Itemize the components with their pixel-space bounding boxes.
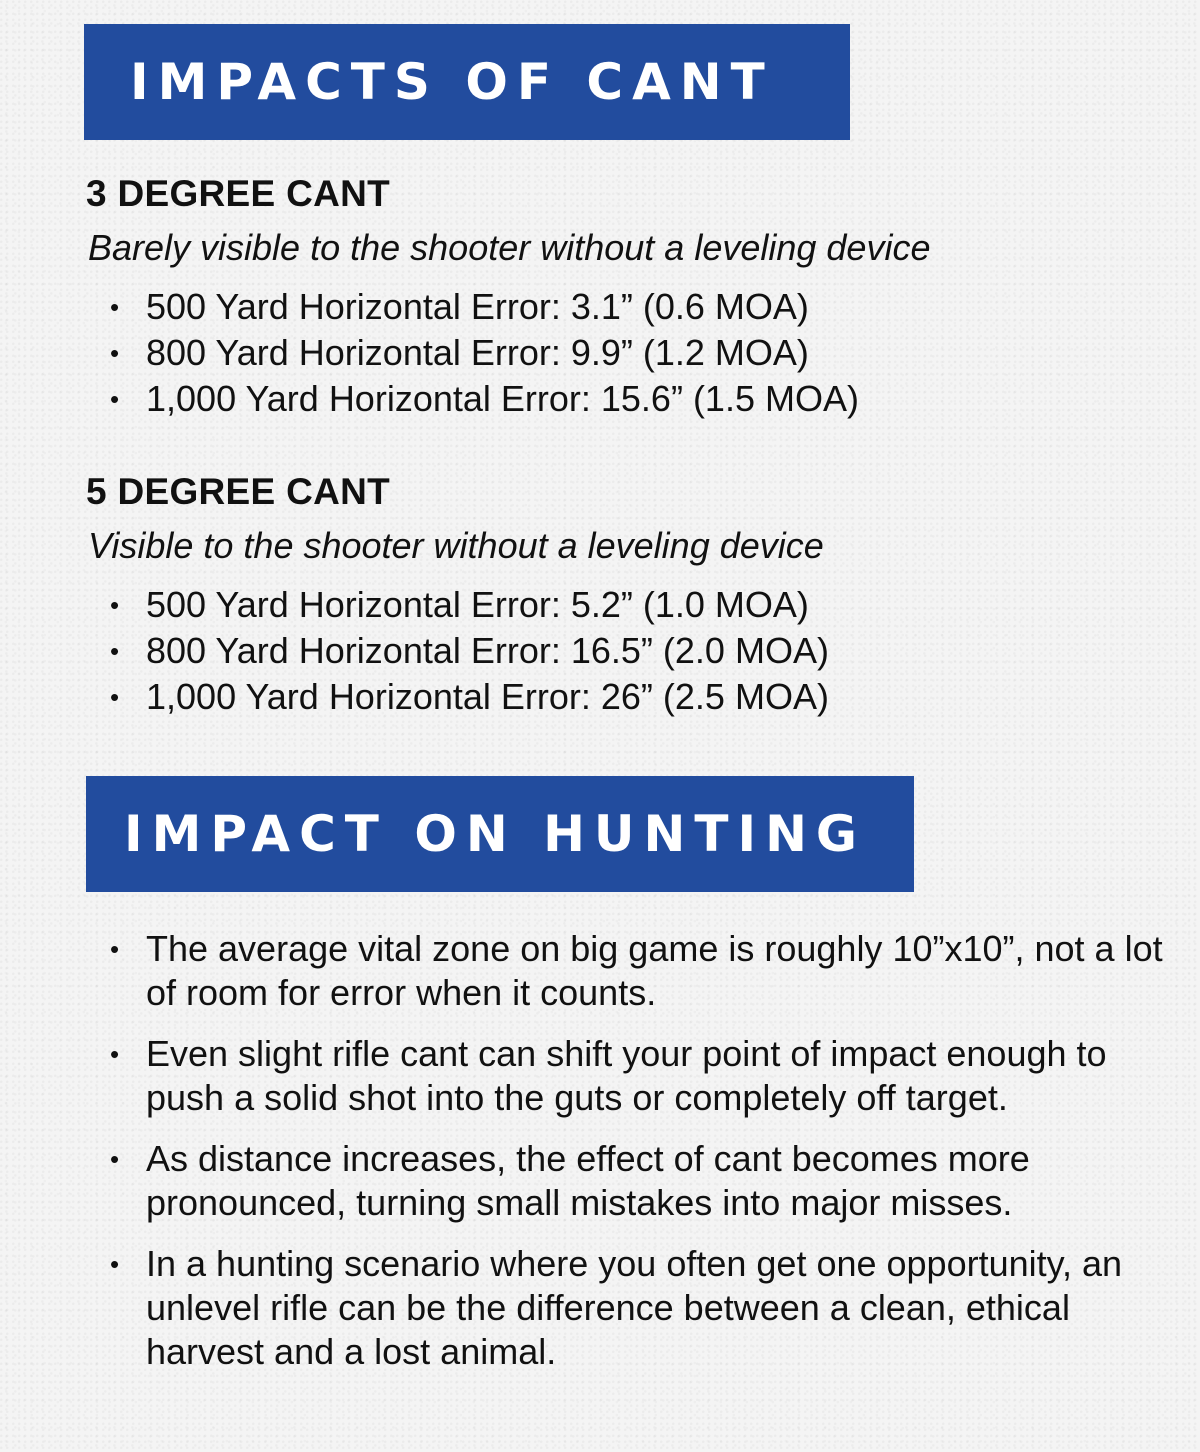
section-3-degree-cant [86, 172, 930, 422]
list-item [86, 284, 930, 330]
list-item [86, 330, 930, 376]
bullet-icon: • [110, 934, 120, 964]
list-item-text: As distance increases, the effect of cant becomes more pronounced, turning small mistakes into major misses. [146, 1138, 1030, 1223]
list-item-text: 500 Yard Horizontal Error: 5.2” (1.0 MOA) [146, 584, 809, 625]
bullet-icon: • [110, 1249, 120, 1279]
section-heading: 5 DEGREE CANT [86, 471, 391, 512]
error-list [86, 582, 829, 720]
list-item-text: 1,000 Yard Horizontal Error: 15.6” (1.5 MOA) [146, 378, 859, 419]
list-item [86, 628, 829, 674]
error-list [86, 284, 930, 422]
section-5-degree-cant [86, 470, 829, 720]
list-item [86, 376, 930, 422]
list-item [86, 582, 829, 628]
list-item [86, 674, 829, 720]
impacts-of-cant-banner [84, 24, 850, 140]
bullet-icon: • [110, 338, 120, 368]
section-subtitle: Barely visible to the shooter without a leveling device [88, 227, 931, 268]
list-item-text: 800 Yard Horizontal Error: 9.9” (1.2 MOA) [146, 332, 809, 373]
list-item-text: Even slight rifle cant can shift your point of impact enough to push a solid shot into the guts or completely off target. [146, 1033, 1107, 1118]
list-item-text: In a hunting scenario where you often get one opportunity, an unlevel rifle can be the difference between a clean, ethical harvest and a lost animal. [146, 1243, 1123, 1372]
hunting-impact-list [86, 927, 1166, 1391]
impacts-of-cant-title: IMPACTS OF CANT [130, 53, 774, 111]
section-subtitle: Visible to the shooter without a leveling device [88, 525, 824, 566]
bullet-icon: • [110, 292, 120, 322]
bullet-icon: • [110, 636, 120, 666]
list-item [86, 1137, 1166, 1225]
bullet-icon: • [110, 590, 120, 620]
section-heading: 3 DEGREE CANT [86, 173, 391, 214]
list-item-text: The average vital zone on big game is roughly 10”x10”, not a lot of room for error when it counts. [146, 928, 1163, 1013]
list-item-text: 1,000 Yard Horizontal Error: 26” (2.5 MOA) [146, 676, 829, 717]
list-item-text: 800 Yard Horizontal Error: 16.5” (2.0 MOA) [146, 630, 829, 671]
list-item [86, 1242, 1166, 1374]
impact-on-hunting-banner [86, 776, 914, 892]
bullet-icon: • [110, 682, 120, 712]
list-item [86, 927, 1166, 1015]
bullet-icon: • [110, 1039, 120, 1069]
bullet-icon: • [110, 1144, 120, 1174]
list-item [86, 1032, 1166, 1120]
impact-on-hunting-title: IMPACT ON HUNTING [124, 805, 866, 863]
list-item-text: 500 Yard Horizontal Error: 3.1” (0.6 MOA) [146, 286, 809, 327]
bullet-icon: • [110, 384, 120, 414]
